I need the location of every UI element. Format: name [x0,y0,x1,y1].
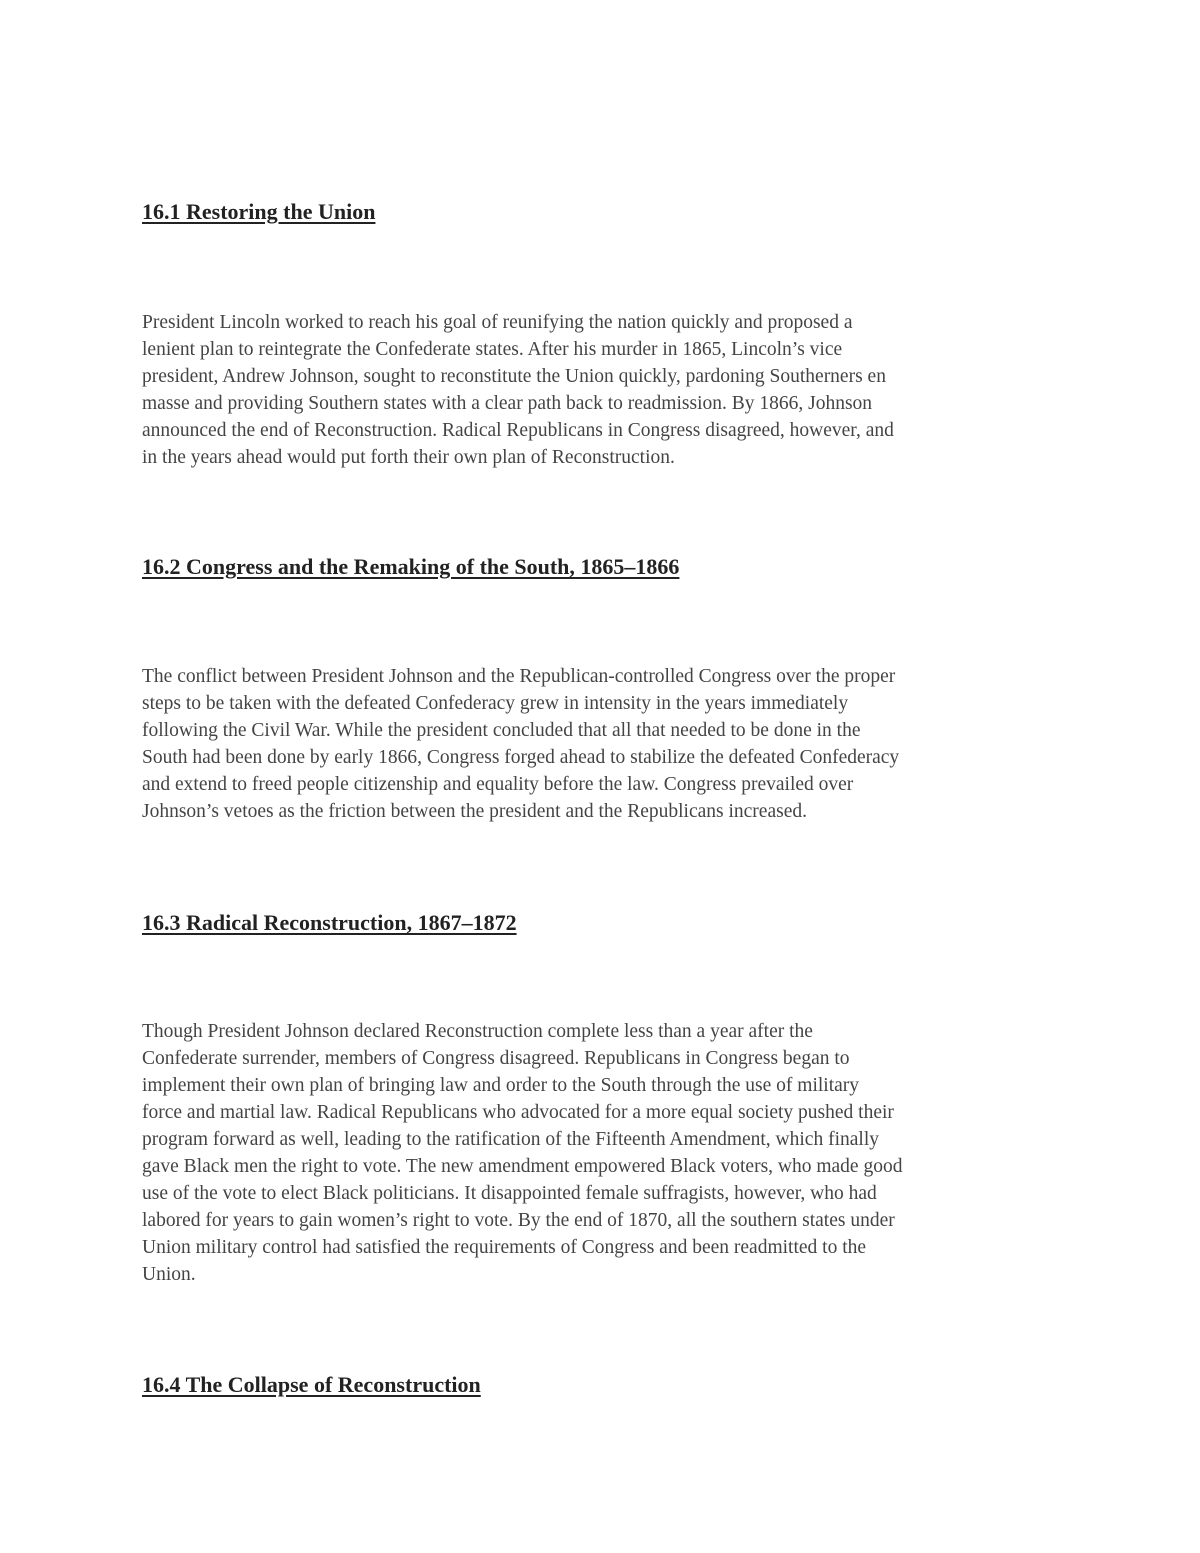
paragraph-line: President Lincoln worked to reach his goal of reunifying the nation quickly and proposed a [142,312,853,333]
section-paragraph-congress-remaking-south [142,663,1067,825]
paragraph-line: president, Andrew Johnson, sought to reconstitute the Union quickly, pardoning Southerners en [142,366,886,387]
paragraph-line: gave Black men the right to vote. The new amendment empowered Black voters, who made good [142,1156,903,1177]
section-paragraph-restoring-the-union [142,309,1067,471]
paragraph-line: masse and providing Southern states with a clear path back to readmission. By 1866, Johnson [142,393,873,414]
paragraph-line: Union. [142,1264,196,1285]
paragraph-line: in the years ahead would put forth their own plan of Reconstruction. [142,447,675,468]
paragraph-line: announced the end of Reconstruction. Radical Republicans in Congress disagreed, however, and [142,420,894,441]
section-heading-restoring-the-union: 16.1 Restoring the Union [142,199,376,224]
paragraph-line: following the Civil War. While the president concluded that all that needed to be done in the [142,720,861,741]
paragraph-line: Though President Johnson declared Reconstruction complete less than a year after the [142,1021,813,1042]
section-paragraph-radical-reconstruction [142,1018,1067,1288]
paragraph-line: force and martial law. Radical Republicans who advocated for a more equal society pushed their [142,1102,894,1123]
paragraph-line: lenient plan to reintegrate the Confederate states. After his murder in 1865, Lincoln’s vice [142,339,843,360]
section-heading-congress-remaking-south: 16.2 Congress and the Remaking of the South, 1865–1866 [142,554,680,579]
paragraph-line: Johnson’s vetoes as the friction between the president and the Republicans increased. [142,801,807,822]
section-heading-radical-reconstruction: 16.3 Radical Reconstruction, 1867–1872 [142,910,517,935]
paragraph-line: program forward as well, leading to the ratification of the Fifteenth Amendment, which finally [142,1129,879,1150]
paragraph-line: Confederate surrender, members of Congress disagreed. Republicans in Congress began to [142,1048,850,1069]
paragraph-line: Union military control had satisfied the requirements of Congress and been readmitted to the [142,1237,867,1258]
paragraph-line: implement their own plan of bringing law and order to the South through the use of military [142,1075,860,1096]
paragraph-line: The conflict between President Johnson and the Republican-controlled Congress over the proper [142,666,896,687]
paragraph-line: labored for years to gain women’s right to vote. By the end of 1870, all the southern states under [142,1210,895,1231]
paragraph-line: use of the vote to elect Black politicians. It disappointed female suffragists, however, who had [142,1183,877,1204]
paragraph-line: steps to be taken with the defeated Confederacy grew in intensity in the years immediately [142,693,849,714]
paragraph-line: and extend to freed people citizenship and equality before the law. Congress prevailed over [142,774,854,795]
section-heading-collapse-of-reconstruction: 16.4 The Collapse of Reconstruction [142,1372,481,1397]
paragraph-line: South had been done by early 1866, Congress forged ahead to stabilize the defeated Confederacy [142,747,900,768]
